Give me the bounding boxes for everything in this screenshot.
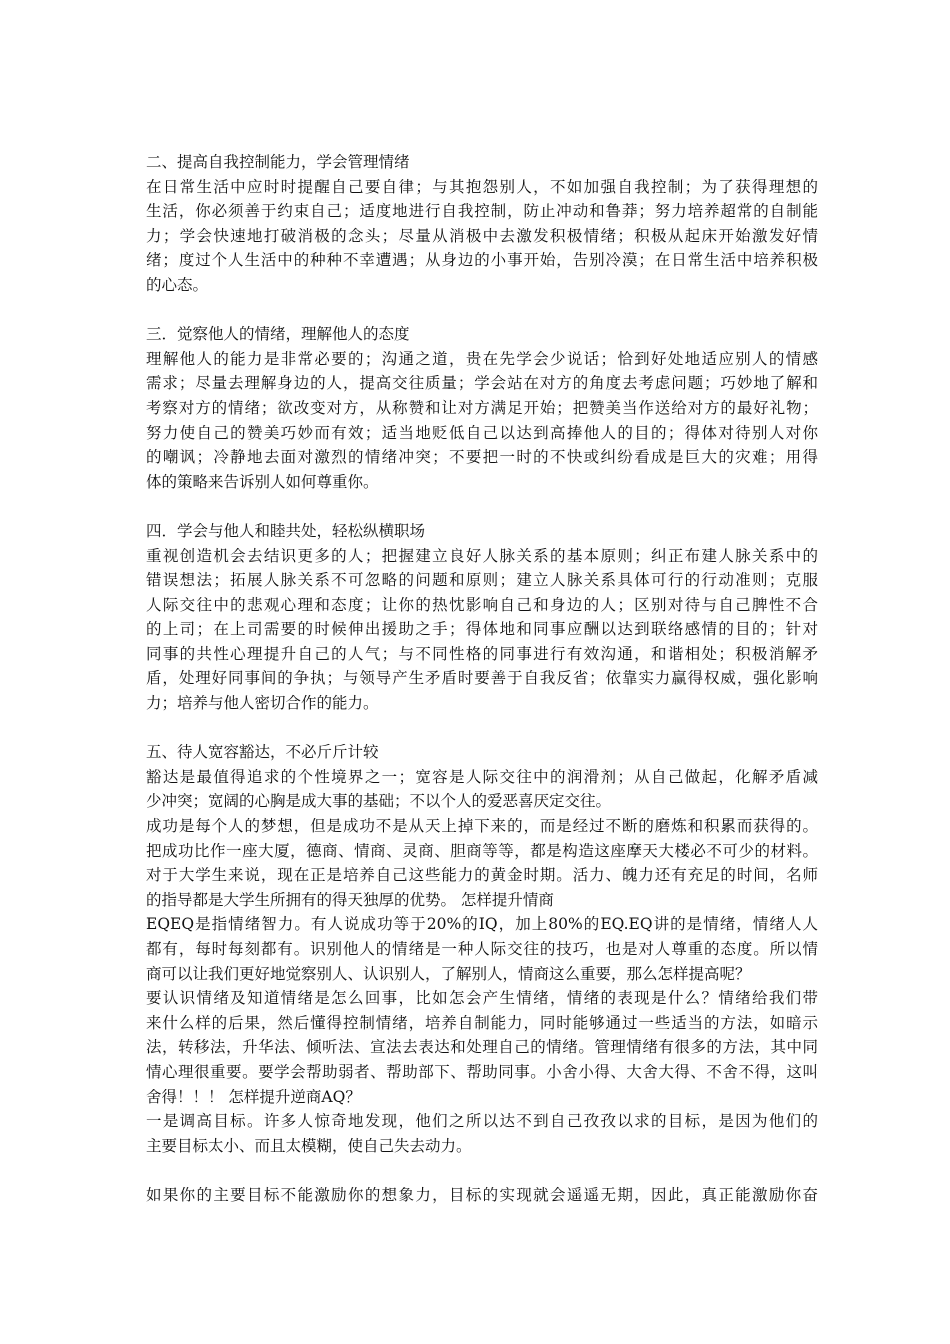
body-line: 力；培养与他人密切合作的能力。 xyxy=(146,694,379,713)
body-line: 的上司；在上司需要的时候伸出援助之手；得体地和同事应酬以达到联络感情的目的；针对 xyxy=(146,620,818,639)
body-line: 如果你的主要目标不能激励你的想象力，目标的实现就会遥遥无期，因此，真正能激励你奋 xyxy=(146,1185,818,1204)
body-line: 情心理很重要。要学会帮助弱者、帮助部下、帮助同事。小舍小得、大舍大得、不舍不得，这叫 xyxy=(146,1062,818,1081)
body-line: 力；学会快速地打破消极的念头；尽量从消极中去激发积极情绪；积极从起床开始激发好情 xyxy=(146,226,818,245)
body-line: 一是调高目标。许多人惊奇地发现，他们之所以达不到自己孜孜以求的目标，是因为他们的 xyxy=(146,1112,818,1131)
body-line: 同事的共性心理提升自己的人气；与不同性格的同事进行有效沟通，和谐相处；积极消解矛 xyxy=(146,644,818,663)
body-line: 的心态。 xyxy=(146,275,209,294)
paragraph-gap xyxy=(146,1158,818,1183)
body-line: 把成功比作一座大厦，德商、情商、灵商、胆商等等，都是构造这座摩天大楼必不可少的材料。 xyxy=(146,841,818,860)
body-line: 要认识情绪及知道情绪是怎么回事，比如怎会产生情绪，情绪的表现是什么？情绪给我们带 xyxy=(146,989,818,1008)
body-line: 盾，处理好同事间的争执；与领导产生矛盾时要善于自我反省；依靠实力赢得权威，强化影响 xyxy=(146,669,818,688)
body-line: 错误想法；拓展人脉关系不可忽略的问题和原则；建立人脉关系具体可行的行动准则；克服 xyxy=(146,571,818,590)
body-line: 的指导都是大学生所拥有的得天独厚的优势。 怎样提升情商 xyxy=(146,890,554,909)
body-line: 需求；尽量去理解身边的人，提高交往质量；学会站在对方的角度去考虑问题；巧妙地了解和 xyxy=(146,374,818,393)
body-line: 对于大学生来说，现在正是培养自己这些能力的黄金时期。活力、魄力还有充足的时间，名师 xyxy=(146,866,818,885)
section-heading: 四．学会与他人和睦共处，轻松纵横职场 xyxy=(146,521,426,540)
body-line: 理解他人的能力是非常必要的；沟通之道，贵在先学会少说话；恰到好处地适应别人的情感 xyxy=(146,349,818,368)
body-line: 主要目标太小、而且太模糊，使自己失去动力。 xyxy=(146,1136,472,1155)
body-line: 努力使自己的赞美巧妙而有效；适当地贬低自己以达到高捧他人的目的；得体对待别人对你 xyxy=(146,423,818,442)
body-line: 少冲突；宽阔的心胸是成大事的基础；不以个人的爱恶喜厌定交往。 xyxy=(146,792,612,811)
body-line: 生活，你必须善于约束自己；适度地进行自我控制，防止冲动和鲁莽；努力培养超常的自制能 xyxy=(146,202,818,221)
body-line: 商可以让我们更好地觉察别人、认识别人，了解别人，情商这么重要，那么怎样提高呢？ xyxy=(146,964,751,983)
body-line: 成功是每个人的梦想，但是成功不是从天上掉下来的，而是经过不断的磨炼和积累而获得的。 xyxy=(146,817,818,836)
body-line: 法，转移法，升华法、倾听法、宣法去表达和处理自己的情绪。管理情绪有很多的方法，其中同 xyxy=(146,1038,818,1057)
body-line: 豁达是最值得追求的个性境界之一；宽容是人际交往中的润滑剂；从自己做起，化解矛盾减 xyxy=(146,767,818,786)
paragraph-gap xyxy=(146,716,818,741)
body-line: 重视创造机会去结识更多的人；把握建立良好人脉关系的基本原则；纠正布建人脉关系中的 xyxy=(146,546,818,565)
body-line: 绪；度过个人生活中的种种不幸遭遇；从身边的小事开始，告别冷漠；在日常生活中培养积极 xyxy=(146,251,818,270)
body-line: EQEQ是指情绪智力。有人说成功等于20%的IQ，加上80%的EQ.EQ讲的是情绪，情绪人人 xyxy=(146,915,818,934)
body-line: 舍得！！！ 怎样提升逆商AQ？ xyxy=(146,1087,361,1106)
paragraph-gap xyxy=(146,298,818,323)
body-line: 体的策略来告诉别人如何尊重你。 xyxy=(146,472,379,491)
body-line: 在日常生活中应时时提醒自己要自律；与其抱怨别人，不如加强自我控制；为了获得理想的 xyxy=(146,177,818,196)
document-page xyxy=(146,150,818,1208)
paragraph-gap xyxy=(146,494,818,519)
body-line: 人际交往中的悲观心理和态度；让你的热忱影响自己和身边的人；区别对待与自己脾性不合 xyxy=(146,595,818,614)
body-line: 的嘲讽；冷静地去面对激烈的情绪冲突；不要把一时的不快或纠纷看成是巨大的灾难；用得 xyxy=(146,448,818,467)
section-heading: 三．觉察他人的情绪，理解他人的态度 xyxy=(146,325,410,344)
section-heading: 二、提高自我控制能力，学会管理情绪 xyxy=(146,153,410,171)
body-line: 都有，每时每刻都有。识别他人的情绪是一种人际交往的技巧，也是对人尊重的态度。所以情 xyxy=(146,940,818,958)
body-line: 考察对方的情绪；欲改变对方，从称赞和让对方满足开始；把赞美当作送给对方的最好礼物； xyxy=(146,398,818,417)
body-line: 来什么样的后果，然后懂得控制情绪，培养自制能力，同时能够通过一些适当的方法，如暗示 xyxy=(146,1013,818,1032)
section-heading: 五、待人宽容豁达，不必斤斤计较 xyxy=(146,743,379,762)
